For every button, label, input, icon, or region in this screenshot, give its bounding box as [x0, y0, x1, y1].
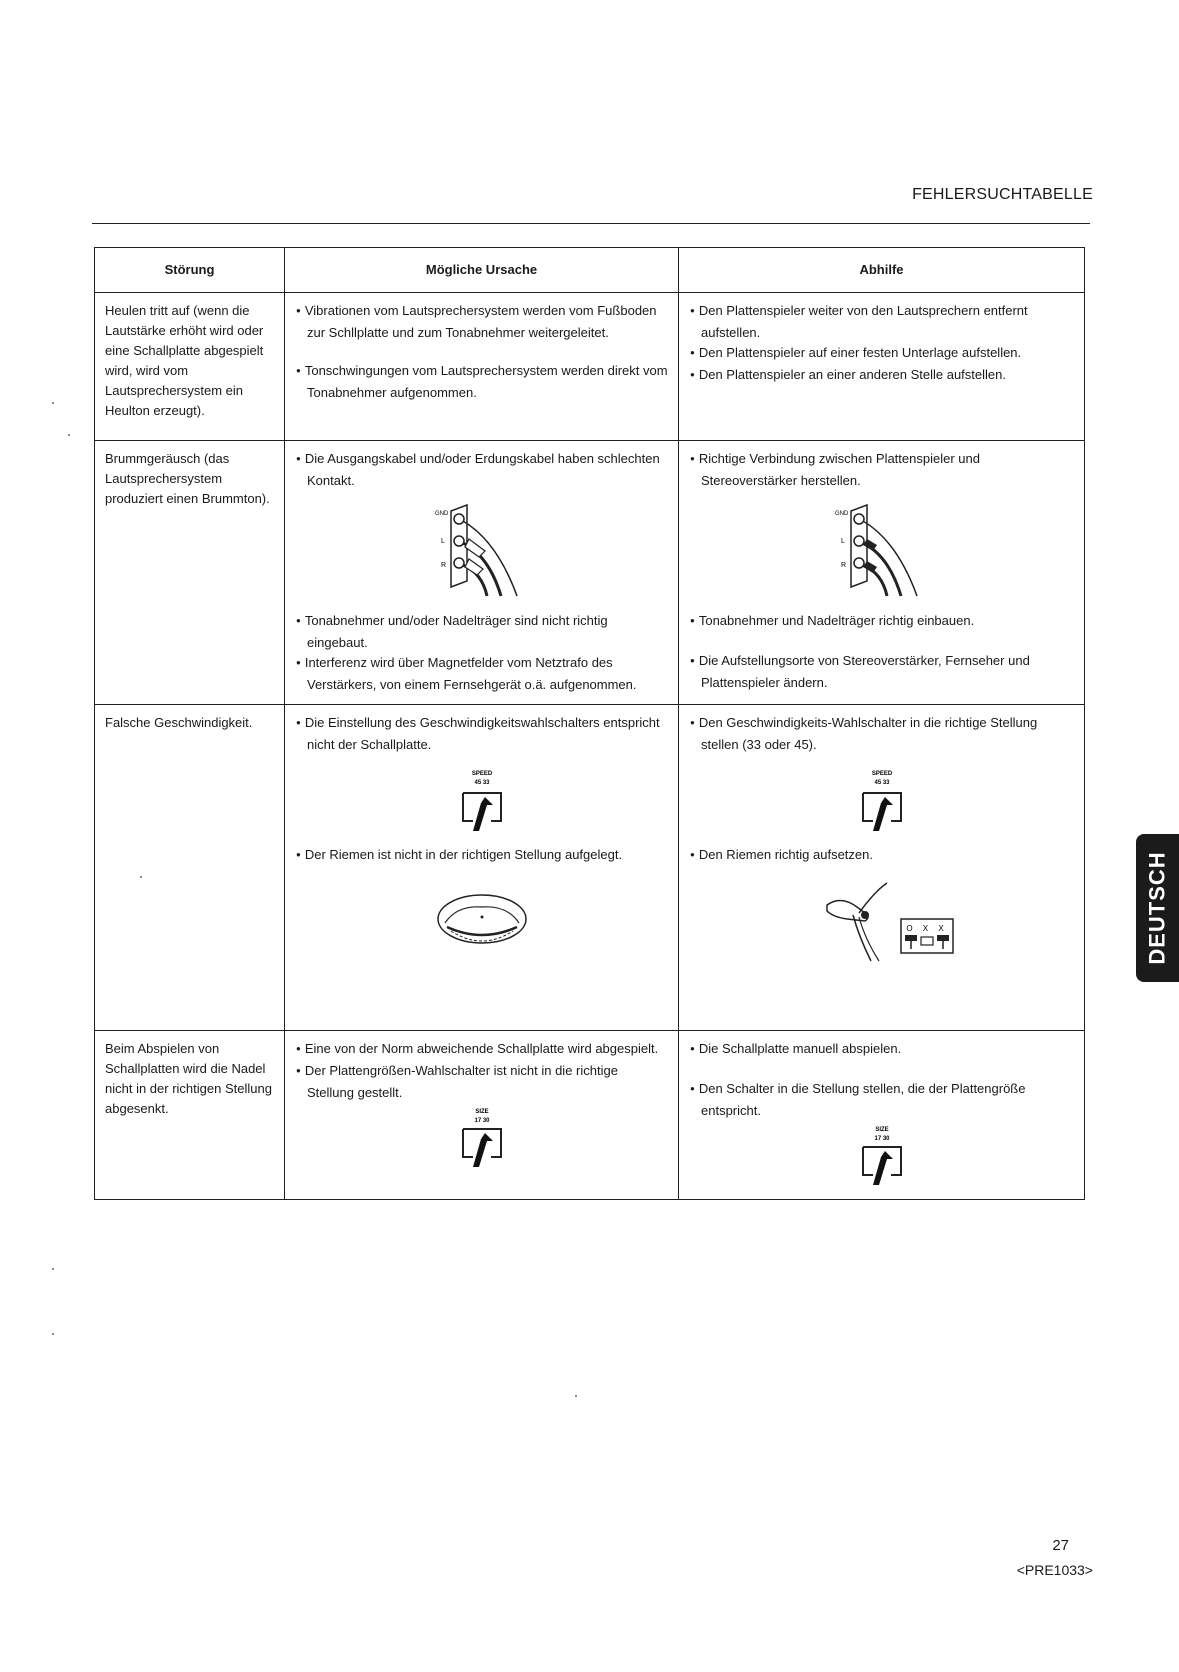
cause-item: ● Tonabnehmer und/oder Nadelträger sind nicht richtig eingebaut. [295, 611, 668, 653]
symptom-cell: Heulen tritt auf (wenn die Lautstärke erhöht wird oder eine Schallplatte abgespielt wird, wird vom Lautsprechersystem ein Heulton erzeugt). [95, 293, 285, 441]
remedy-item: ● Richtige Verbindung zwischen Plattenspieler und Stereoverstärker herstellen. [689, 449, 1074, 491]
header-remedy: Abhilfe [679, 248, 1085, 293]
page-number: 27 [1052, 1537, 1069, 1554]
l-label: L [840, 538, 845, 545]
document-code: <PRE1033> [1016, 1562, 1093, 1578]
remedy-item: ● Die Aufstellungsorte von Stereoverstärker, Fernseher und Plattenspieler ändern. [689, 651, 1074, 693]
belt-marks-label: O X X [905, 924, 948, 933]
speed-values: 45 33 [873, 780, 890, 786]
size-values: 17 30 [473, 1118, 490, 1124]
cause-cell [285, 293, 679, 441]
title-rule [92, 223, 1090, 224]
remedy-item: ● Den Geschwindigkeits-Wahlschalter in die richtige Stellung stellen (33 oder 45). [689, 713, 1074, 755]
cause-item: ● Interferenz wird über Magnetfelder vom Netztrafo des Verstärkers, von einem Fernsehgerät o.ä. aufgenommen. [295, 653, 668, 695]
table-row [95, 293, 1085, 441]
language-tab-label: DEUTSCH [1144, 851, 1170, 965]
symptom-cell: Falsche Geschwindigkeit. [95, 705, 285, 1031]
l-label: L [440, 538, 445, 545]
page-title: FEHLERSUCHTABELLE [912, 186, 1093, 203]
size-switch-figure [295, 1105, 668, 1171]
speed-label: SPEED [871, 771, 892, 777]
scan-speck [52, 1268, 54, 1270]
cause-item: ● Der Riemen ist nicht in der richtigen Stellung aufgelegt. [295, 845, 668, 867]
speed-label: SPEED [471, 771, 492, 777]
cause-item: ● Die Einstellung des Geschwindigkeitswahlschalters entspricht nicht der Schallplatte. [295, 713, 668, 755]
cause-cell [285, 441, 679, 705]
size-switch-figure [689, 1123, 1074, 1189]
r-label: R [840, 562, 846, 569]
cause-cell [285, 705, 679, 1031]
remedy-item: ● Den Riemen richtig aufsetzen. [689, 845, 1074, 867]
size-label: SIZE [474, 1109, 489, 1115]
size-values: 17 30 [873, 1136, 890, 1142]
belt-figure [295, 877, 668, 957]
remedy-cell [679, 1031, 1085, 1200]
remedy-item: ● Den Plattenspieler weiter von den Lautsprechern entfernt aufstellen. [689, 301, 1074, 343]
scan-speck [140, 876, 142, 878]
remedy-item: ● Den Plattenspieler auf einer festen Unterlage aufstellen. [689, 343, 1074, 365]
header-cause: Mögliche Ursache [285, 248, 679, 293]
remedy-cell [679, 705, 1085, 1031]
cable-connection-figure [689, 501, 1074, 601]
cause-cell [285, 1031, 679, 1200]
remedy-item: ● Die Schallplatte manuell abspielen. [689, 1039, 1074, 1061]
gnd-label: GND [834, 511, 848, 517]
belt-hand-figure [689, 877, 1074, 967]
table-row [95, 705, 1085, 1031]
speed-switch-figure [295, 765, 668, 835]
table-row [95, 441, 1085, 705]
remedy-cell [679, 441, 1085, 705]
speed-values: 45 33 [473, 780, 490, 786]
header-symptom: Störung [95, 248, 285, 293]
remedy-item: ● Den Schalter in die Stellung stellen, die der Plattengröße entspricht. [689, 1079, 1074, 1121]
table-row [95, 1031, 1085, 1200]
cause-item: ● Die Ausgangskabel und/oder Erdungskabel haben schlechten Kontakt. [295, 449, 668, 491]
symptom-cell: Beim Abspielen von Schallplatten wird die Nadel nicht in der richtigen Stellung abgesenkt. [95, 1031, 285, 1200]
symptom-cell: Brummgeräusch (das Lautsprechersystem produziert einen Brummton). [95, 441, 285, 705]
troubleshooting-table [94, 247, 1085, 1200]
speed-switch-figure [689, 765, 1074, 835]
cause-item: ● Eine von der Norm abweichende Schallplatte wird abgespielt. [295, 1039, 668, 1061]
cause-item: ● Tonschwingungen vom Lautsprechersystem werden direkt vom Tonabnehmer aufgenommen. [295, 361, 668, 403]
scan-speck [52, 402, 54, 404]
scan-speck [68, 434, 70, 436]
cable-connection-figure [295, 501, 668, 601]
scan-speck [575, 1395, 577, 1397]
language-tab [1136, 834, 1179, 982]
remedy-item: ● Tonabnehmer und Nadelträger richtig einbauen. [689, 611, 1074, 633]
table-header-row [95, 248, 1085, 293]
size-label: SIZE [874, 1127, 889, 1133]
r-label: R [440, 562, 446, 569]
remedy-item: ● Den Plattenspieler an einer anderen Stelle aufstellen. [689, 365, 1074, 387]
gnd-label: GND [434, 511, 448, 517]
cause-item: ● Vibrationen vom Lautsprechersystem werden vom Fußboden zur Schllplatte und zum Tonabnehmer weitergeleitet. [295, 301, 668, 343]
scan-speck [52, 1333, 54, 1335]
remedy-cell [679, 293, 1085, 441]
cause-item: ● Der Plattengrößen-Wahlschalter ist nicht in die richtige Stellung gestellt. [295, 1061, 668, 1103]
